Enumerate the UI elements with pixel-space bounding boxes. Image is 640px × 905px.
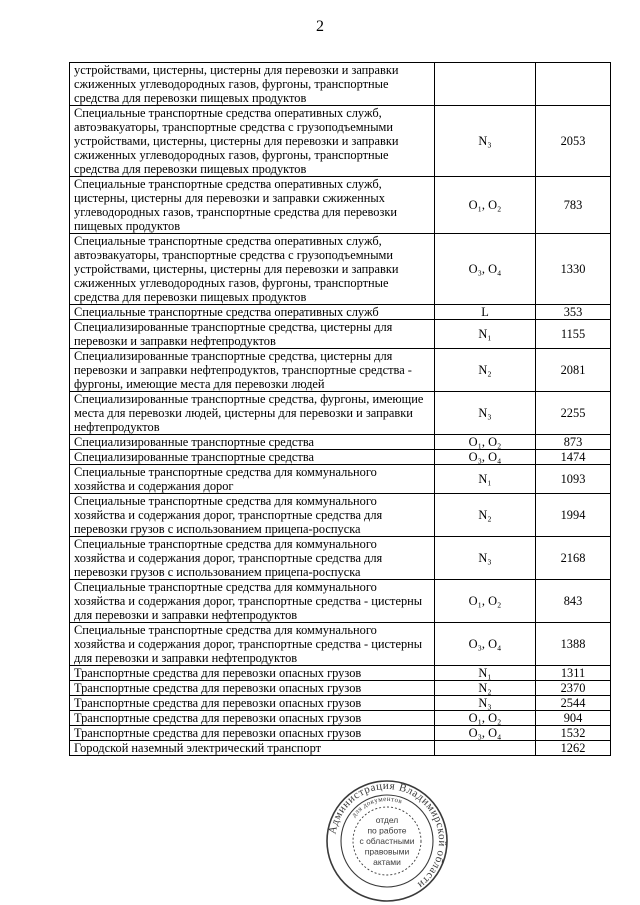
table-row xyxy=(70,450,611,465)
row-category-cell: N₂ xyxy=(435,494,536,537)
row-name-cell: Специальные транспортные средства для коммунального хозяйства и содержания дорог xyxy=(70,465,435,494)
row-category-cell xyxy=(435,741,536,756)
table-row xyxy=(70,305,611,320)
row-name-cell: Транспортные средства для перевозки опасных грузов xyxy=(70,711,435,726)
table-row xyxy=(70,580,611,623)
row-value-cell: 1994 xyxy=(536,494,611,537)
table-row xyxy=(70,63,611,106)
row-value-cell: 904 xyxy=(536,711,611,726)
row-value-cell: 2370 xyxy=(536,681,611,696)
row-name-cell: устройствами, цистерны, цистерны для перевозки и заправки сжиженных углеводородных газов, фургоны, транспортные средства для перевозки пищевых продуктов xyxy=(70,63,435,106)
row-category-cell: N₃ xyxy=(435,106,536,177)
row-value-cell: 2255 xyxy=(536,392,611,435)
row-name-cell: Транспортные средства для перевозки опасных грузов xyxy=(70,681,435,696)
row-name-cell: Специальные транспортные средства для коммунального хозяйства и содержания дорог, транспортные средства для перевозки грузов с использованием прицепа-роспуска xyxy=(70,494,435,537)
row-category-cell: O₁, O₂ xyxy=(435,580,536,623)
table-row xyxy=(70,320,611,349)
row-name-cell: Специальные транспортные средства оперативных служб, цистерны, цистерны для перевозки и заправки сжиженных углеводородных газов, транспортные средства для перевозки пищевых продуктов xyxy=(70,177,435,234)
row-name-cell: Транспортные средства для перевозки опасных грузов xyxy=(70,696,435,711)
row-category-cell: N₁ xyxy=(435,465,536,494)
table-row xyxy=(70,435,611,450)
row-name-cell: Специализированные транспортные средства, цистерны для перевозки и заправки нефтепродуктов, транспортные средства - фургоны, имеющие места для перевозки людей xyxy=(70,349,435,392)
row-category-cell: N₃ xyxy=(435,696,536,711)
row-category-cell: O₁, O₂ xyxy=(435,435,536,450)
row-category-cell: O₁, O₂ xyxy=(435,711,536,726)
page-number: 2 xyxy=(316,18,324,35)
table-row xyxy=(70,494,611,537)
table-row xyxy=(70,392,611,435)
row-category-cell: N₂ xyxy=(435,681,536,696)
row-category-cell: O₃, O₄ xyxy=(435,234,536,305)
row-name-cell: Специальные транспортные средства для коммунального хозяйства и содержания дорог, транспортные средства - цистерны для перевозки и заправки нефтепродуктов xyxy=(70,580,435,623)
row-name-cell: Специальные транспортные средства для коммунального хозяйства и содержания дорог, транспортные средства - цистерны для перевозки и заправки нефтепродуктов xyxy=(70,623,435,666)
row-category-cell: N₁ xyxy=(435,666,536,681)
table-row xyxy=(70,711,611,726)
row-name-cell: Специализированные транспортные средства xyxy=(70,450,435,465)
table-row xyxy=(70,349,611,392)
row-name-cell: Специальные транспортные средства для коммунального хозяйства и содержания дорог, транспортные средства для перевозки грузов с использованием прицепа-роспуска xyxy=(70,537,435,580)
row-category-cell: O₃, O₄ xyxy=(435,623,536,666)
stamp-center-line: правовыми xyxy=(364,846,410,857)
table-row xyxy=(70,177,611,234)
stamp-center-line: актами xyxy=(373,856,401,867)
table-row xyxy=(70,465,611,494)
table-row xyxy=(70,537,611,580)
row-value-cell: 1532 xyxy=(536,726,611,741)
row-category-cell: N₁ xyxy=(435,320,536,349)
stamp-inner-ring-text: для документов xyxy=(349,794,404,819)
row-value-cell: 1262 xyxy=(536,741,611,756)
row-category-cell: O₁, O₂ xyxy=(435,177,536,234)
row-name-cell: Специальные транспортные средства оперативных служб xyxy=(70,305,435,320)
row-name-cell: Специализированные транспортные средства xyxy=(70,435,435,450)
row-category-cell: N₂ xyxy=(435,349,536,392)
row-name-cell: Городской наземный электрический транспорт xyxy=(70,741,435,756)
stamp-center-line: отдел xyxy=(375,815,399,826)
stamp-center-line: по работе xyxy=(367,825,407,836)
row-value-cell: 1311 xyxy=(536,666,611,681)
row-value-cell xyxy=(536,63,611,106)
stamp-ring-text: Администрация Владимирской области xyxy=(326,779,449,891)
stamp-center-line: с областными xyxy=(359,836,415,846)
row-category-cell: N₃ xyxy=(435,537,536,580)
table-row xyxy=(70,681,611,696)
row-name-cell: Специальные транспортные средства оперативных служб, автоэвакуаторы, транспортные средства с грузоподъемными устройствами, цистерны, цистерны для перевозки и заправки сжиженных углеводородных газов, фургоны, транспортные средства для перевозки пищевых продуктов xyxy=(70,106,435,177)
row-value-cell: 1474 xyxy=(536,450,611,465)
row-value-cell: 1093 xyxy=(536,465,611,494)
row-value-cell: 2168 xyxy=(536,537,611,580)
row-value-cell: 353 xyxy=(536,305,611,320)
table-row xyxy=(70,726,611,741)
row-value-cell: 1330 xyxy=(536,234,611,305)
row-category-cell: O₃, O₄ xyxy=(435,450,536,465)
table-row xyxy=(70,741,611,756)
row-value-cell: 2053 xyxy=(536,106,611,177)
row-value-cell: 2081 xyxy=(536,349,611,392)
row-name-cell: Транспортные средства для перевозки опасных грузов xyxy=(70,726,435,741)
row-name-cell: Транспортные средства для перевозки опасных грузов xyxy=(70,666,435,681)
row-value-cell: 873 xyxy=(536,435,611,450)
row-value-cell: 1155 xyxy=(536,320,611,349)
row-name-cell: Специальные транспортные средства оперативных служб, автоэвакуаторы, транспортные средства с грузоподъемными устройствами, цистерны, цистерны для перевозки и заправки сжиженных углеводородных газов, фургоны, транспортные средства для перевозки пищевых продуктов xyxy=(70,234,435,305)
table-row xyxy=(70,234,611,305)
organization-stamp xyxy=(324,778,450,904)
row-name-cell: Специализированные транспортные средства, цистерны для перевозки и заправки нефтепродуктов xyxy=(70,320,435,349)
row-value-cell: 783 xyxy=(536,177,611,234)
row-category-cell: L xyxy=(435,305,536,320)
row-value-cell: 2544 xyxy=(536,696,611,711)
row-category-cell: O₃, O₄ xyxy=(435,726,536,741)
row-value-cell: 1388 xyxy=(536,623,611,666)
row-category-cell: N₃ xyxy=(435,392,536,435)
vehicle-category-table xyxy=(69,62,611,756)
row-name-cell: Специализированные транспортные средства, фургоны, имеющие места для перевозки людей, цистерны для перевозки и заправки нефтепродуктов xyxy=(70,392,435,435)
table-row xyxy=(70,696,611,711)
row-category-cell xyxy=(435,63,536,106)
table-row xyxy=(70,666,611,681)
row-value-cell: 843 xyxy=(536,580,611,623)
table-row xyxy=(70,623,611,666)
table-row xyxy=(70,106,611,177)
